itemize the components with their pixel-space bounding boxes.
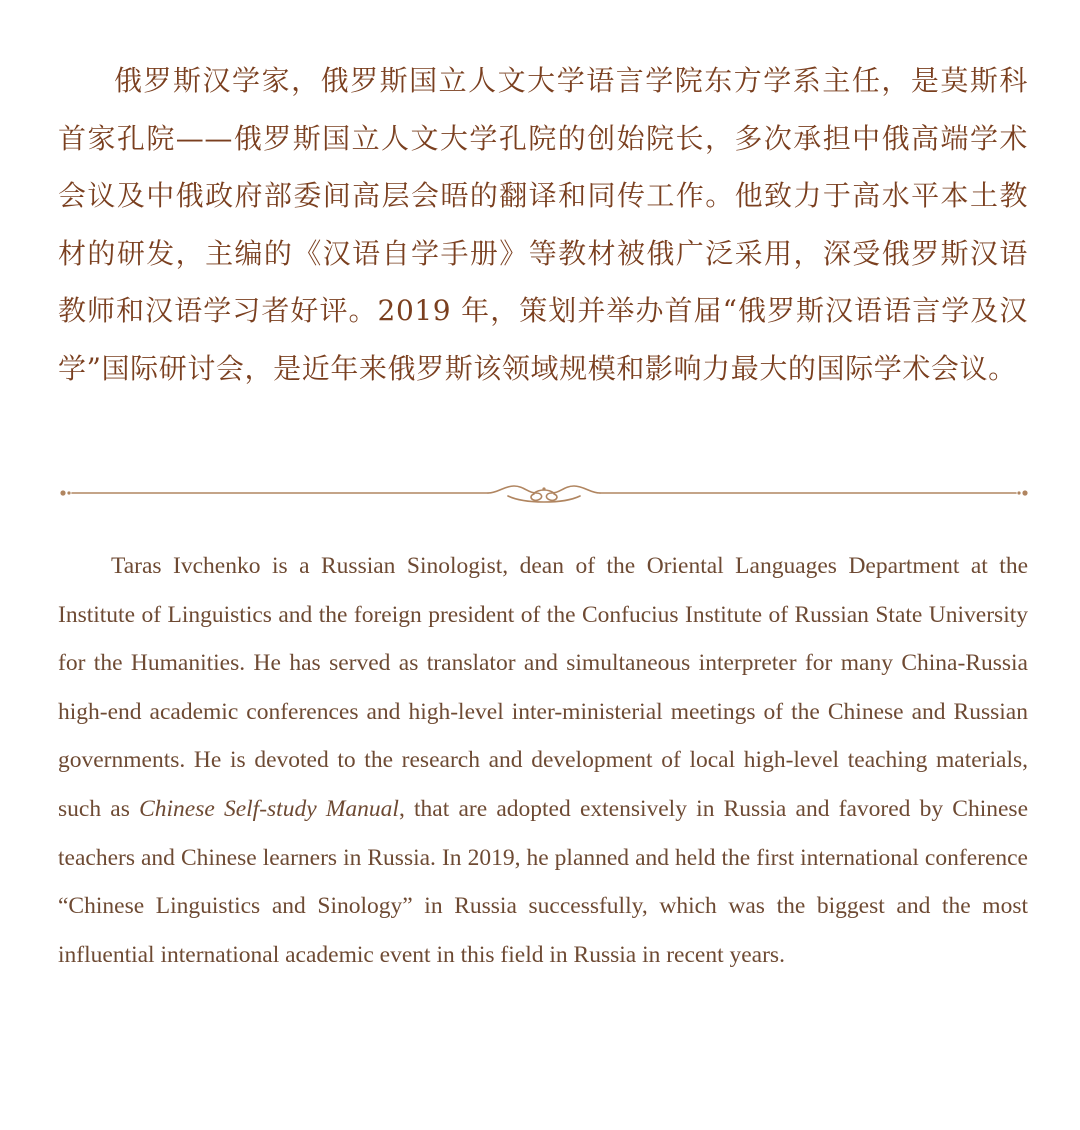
chinese-biography-paragraph: 俄罗斯汉学家，俄罗斯国立人文大学语言学院东方学系主任，是莫斯科首家孔院——俄罗斯国立人文大学孔院的创始院长，多次承担中俄高端学术会议及中俄政府部委间高层会晤的翻译和同传工作。他致力于高水平本土教材的研发，主编的《汉语自学手册》等教材被俄广泛采用，深受俄罗斯汉语教师和汉语学习者好评。2019 年，策划并举办首届“俄罗斯汉语语言学及汉学”国际研讨会，是近年来俄罗斯该领域规模和影响力最大的国际学术会议。 [58, 64, 1028, 385]
english-bio-text-part2: , that are adopted extensively in Russia and favored by Chinese teachers and Chinese learners in Russia. In 2019, he planned and held the first international conference “Chinese Linguistics and Sinology” in Russia successfully, which was the biggest and the most influential international academic event in this field in Russia in recent years. [58, 795, 1029, 968]
english-biography-paragraph [58, 542, 1028, 979]
english-bio-text-part1: Taras Ivchenko is a Russian Sinologist, dean of the Oriental Languages Department at the Institute of Linguistics and the foreign president of the Confucius Institute of Russian State University for the Humanities. He has served as translator and simultaneous interpreter for many China-Russia high-end academic conferences and high-level inter-ministerial meetings of the Chinese and Russian governments. He is devoted to the research and development of local high-level teaching materials, such as [58, 553, 1028, 822]
book-title-italic: Chinese Self-study Manual [139, 795, 399, 822]
ornamental-divider-icon [58, 476, 1030, 510]
